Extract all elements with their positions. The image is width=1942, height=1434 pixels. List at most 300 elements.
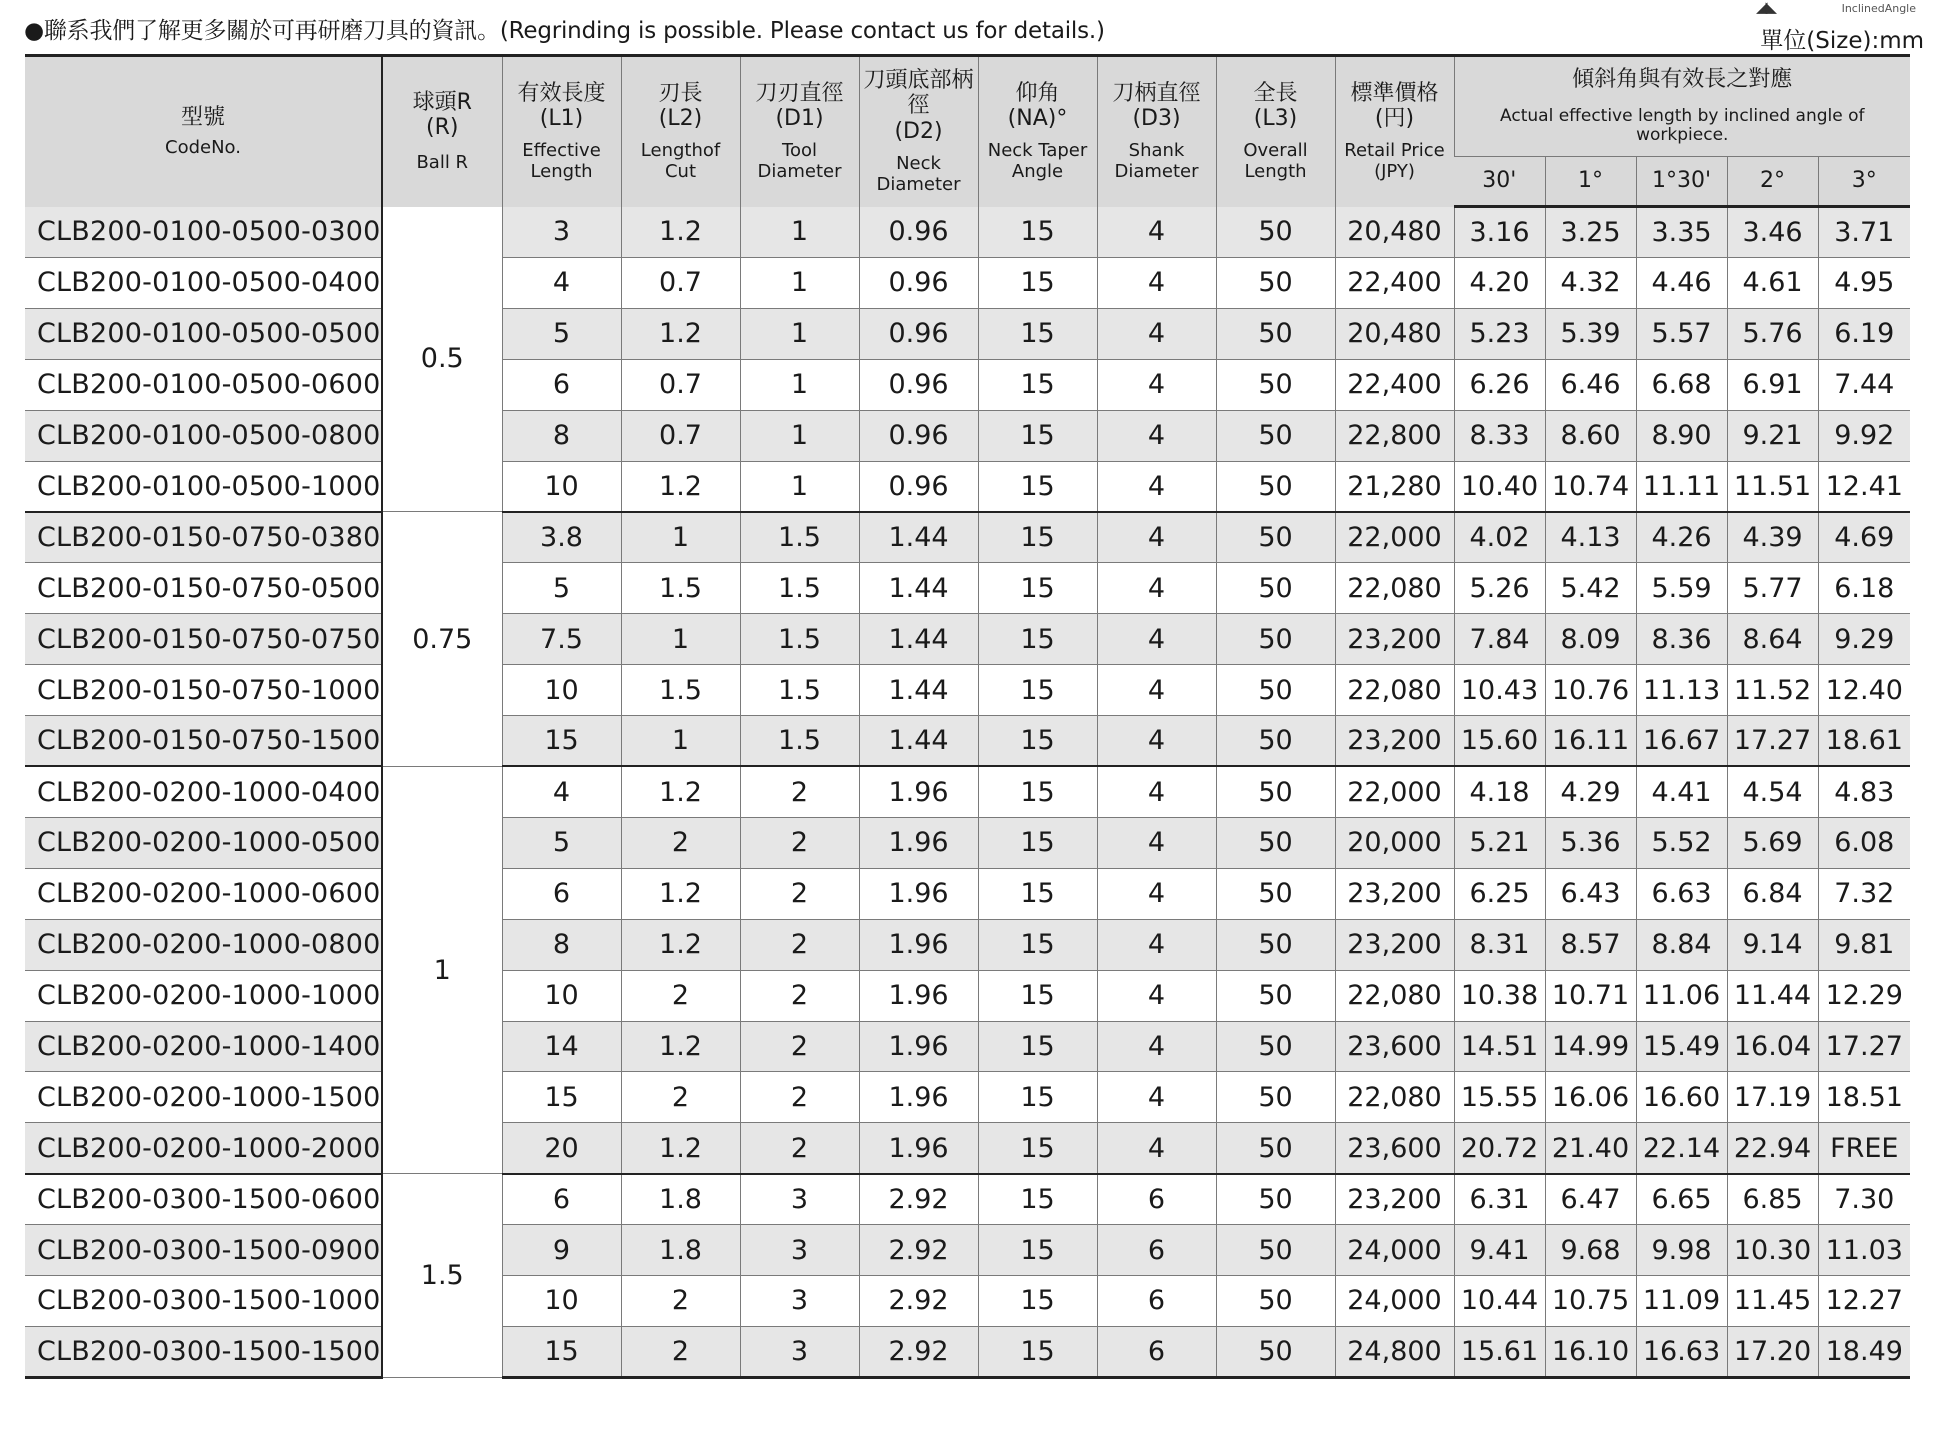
cell-angle-2deg: 5.76 (1727, 308, 1818, 359)
cell-angle-1deg: 10.71 (1545, 970, 1636, 1021)
cell-angle-3deg: 7.30 (1818, 1174, 1910, 1225)
cell-overall-length: 50 (1216, 512, 1335, 563)
cell-tool-diameter: 1.5 (740, 512, 859, 563)
cell-shank-diameter: 4 (1097, 461, 1216, 512)
table-row (25, 461, 1910, 512)
cell-angle-1deg30: 5.52 (1636, 817, 1727, 868)
cell-length-of-cut: 1.8 (621, 1174, 740, 1225)
cell-length-of-cut: 1.2 (621, 919, 740, 970)
cell-code-no: CLB200-0300-1500-1000 (25, 1276, 382, 1327)
cell-shank-diameter: 4 (1097, 868, 1216, 919)
cell-angle-30min: 7.84 (1454, 614, 1545, 665)
cell-retail-price: 22,400 (1335, 359, 1454, 410)
header-length-of-cut: 刃長 (L2) Lengthof Cut (621, 56, 740, 207)
cell-angle-3deg: 18.61 (1818, 716, 1910, 767)
cell-angle-30min: 10.40 (1454, 461, 1545, 512)
cell-overall-length: 50 (1216, 766, 1335, 817)
cell-code-no: CLB200-0100-0500-0800 (25, 410, 382, 461)
header-retail-price: 標準價格 (円) Retail Price (JPY) (1335, 56, 1454, 207)
cell-angle-1deg30: 15.49 (1636, 1021, 1727, 1072)
cell-angle-1deg30: 11.13 (1636, 665, 1727, 716)
cell-overall-length: 50 (1216, 563, 1335, 614)
cell-neck-diameter: 2.92 (859, 1225, 978, 1276)
regrinding-note: ●聯系我們了解更多關於可再研磨刀具的資訊。(Regrinding is possible. Please contact us for details.) (24, 18, 1105, 44)
cell-shank-diameter: 4 (1097, 410, 1216, 461)
cell-length-of-cut: 2 (621, 1326, 740, 1377)
cell-retail-price: 24,000 (1335, 1276, 1454, 1327)
cell-angle-1deg: 4.13 (1545, 512, 1636, 563)
cell-effective-length: 8 (502, 410, 621, 461)
header-neck-diameter: 刀頭底部柄徑 (D2) Neck Diameter (859, 56, 978, 207)
table-row (25, 207, 1910, 258)
table-row (25, 919, 1910, 970)
cell-shank-diameter: 4 (1097, 1072, 1216, 1123)
cell-angle-1deg30: 5.59 (1636, 563, 1727, 614)
cell-overall-length: 50 (1216, 207, 1335, 258)
cell-effective-length: 10 (502, 970, 621, 1021)
cell-angle-30min: 20.72 (1454, 1123, 1545, 1174)
cell-tool-diameter: 2 (740, 1021, 859, 1072)
cell-angle-1deg30: 6.63 (1636, 868, 1727, 919)
cell-effective-length: 6 (502, 1174, 621, 1225)
cell-overall-length: 50 (1216, 970, 1335, 1021)
header-effective-length: 有效長度 (L1) Effective Length (502, 56, 621, 207)
cell-tool-diameter: 2 (740, 868, 859, 919)
cell-length-of-cut: 1.2 (621, 766, 740, 817)
cell-angle-30min: 15.55 (1454, 1072, 1545, 1123)
cell-angle-1deg: 16.06 (1545, 1072, 1636, 1123)
cell-angle-30min: 4.18 (1454, 766, 1545, 817)
cell-neck-diameter: 1.96 (859, 817, 978, 868)
cell-effective-length: 6 (502, 359, 621, 410)
cell-length-of-cut: 1.2 (621, 1123, 740, 1174)
cell-length-of-cut: 1.2 (621, 461, 740, 512)
cell-angle-3deg: 11.03 (1818, 1225, 1910, 1276)
cell-angle-30min: 4.02 (1454, 512, 1545, 563)
table-row (25, 308, 1910, 359)
cell-retail-price: 22,080 (1335, 970, 1454, 1021)
cell-angle-2deg: 22.94 (1727, 1123, 1818, 1174)
table-header (25, 56, 1910, 207)
cell-angle-1deg30: 8.84 (1636, 919, 1727, 970)
cell-effective-length: 3 (502, 207, 621, 258)
cell-length-of-cut: 2 (621, 970, 740, 1021)
cell-ball-r: 0.5 (382, 207, 502, 512)
cell-angle-2deg: 6.84 (1727, 868, 1818, 919)
cell-retail-price: 23,600 (1335, 1021, 1454, 1072)
cell-angle-2deg: 5.69 (1727, 817, 1818, 868)
cell-shank-diameter: 4 (1097, 766, 1216, 817)
cell-angle-1deg: 8.57 (1545, 919, 1636, 970)
table-row (25, 1326, 1910, 1377)
cell-effective-length: 8 (502, 919, 621, 970)
cell-angle-1deg30: 11.06 (1636, 970, 1727, 1021)
cell-shank-diameter: 4 (1097, 919, 1216, 970)
cell-angle-2deg: 11.52 (1727, 665, 1818, 716)
cell-ball-r: 0.75 (382, 512, 502, 767)
table-row (25, 257, 1910, 308)
inclined-angle-label: InclinedAngle (1841, 2, 1916, 15)
cell-retail-price: 24,000 (1335, 1225, 1454, 1276)
cell-angle-1deg30: 22.14 (1636, 1123, 1727, 1174)
cell-tool-diameter: 1 (740, 207, 859, 258)
header-angle-1deg30: 1°30' (1636, 157, 1727, 207)
cell-angle-1deg: 9.68 (1545, 1225, 1636, 1276)
cell-shank-diameter: 4 (1097, 1021, 1216, 1072)
header-angle-2deg: 2° (1727, 157, 1818, 207)
cell-code-no: CLB200-0200-1000-0600 (25, 868, 382, 919)
cell-length-of-cut: 1.2 (621, 1021, 740, 1072)
cell-neck-taper-angle: 15 (978, 1174, 1097, 1225)
cell-angle-1deg30: 4.26 (1636, 512, 1727, 563)
cell-retail-price: 21,280 (1335, 461, 1454, 512)
cell-overall-length: 50 (1216, 817, 1335, 868)
cell-neck-diameter: 2.92 (859, 1326, 978, 1377)
cell-retail-price: 22,400 (1335, 257, 1454, 308)
cell-angle-1deg: 16.10 (1545, 1326, 1636, 1377)
cell-code-no: CLB200-0150-0750-1500 (25, 716, 382, 767)
cell-shank-diameter: 6 (1097, 1225, 1216, 1276)
table-row (25, 1276, 1910, 1327)
table-row (25, 665, 1910, 716)
cell-retail-price: 22,080 (1335, 665, 1454, 716)
cell-ball-r: 1.5 (382, 1174, 502, 1378)
cell-neck-diameter: 1.96 (859, 1021, 978, 1072)
cell-angle-1deg30: 4.41 (1636, 766, 1727, 817)
cell-angle-2deg: 16.04 (1727, 1021, 1818, 1072)
cell-retail-price: 22,080 (1335, 1072, 1454, 1123)
cell-neck-taper-angle: 15 (978, 1276, 1097, 1327)
cell-code-no: CLB200-0300-1500-0600 (25, 1174, 382, 1225)
table-row (25, 410, 1910, 461)
cell-angle-1deg: 8.09 (1545, 614, 1636, 665)
cell-angle-2deg: 6.91 (1727, 359, 1818, 410)
cell-angle-1deg: 4.29 (1545, 766, 1636, 817)
cell-neck-taper-angle: 15 (978, 868, 1097, 919)
cell-retail-price: 22,800 (1335, 410, 1454, 461)
cell-angle-1deg30: 6.68 (1636, 359, 1727, 410)
cell-angle-2deg: 5.77 (1727, 563, 1818, 614)
cell-angle-3deg: 9.92 (1818, 410, 1910, 461)
cell-neck-diameter: 0.96 (859, 461, 978, 512)
cell-angle-1deg: 10.75 (1545, 1276, 1636, 1327)
cell-angle-30min: 8.31 (1454, 919, 1545, 970)
cell-angle-30min: 15.60 (1454, 716, 1545, 767)
cell-code-no: CLB200-0200-1000-0800 (25, 919, 382, 970)
cell-effective-length: 5 (502, 817, 621, 868)
cell-shank-diameter: 4 (1097, 257, 1216, 308)
cell-angle-1deg: 16.11 (1545, 716, 1636, 767)
cell-tool-diameter: 1 (740, 410, 859, 461)
cell-neck-diameter: 0.96 (859, 207, 978, 258)
cell-angle-30min: 10.38 (1454, 970, 1545, 1021)
cell-overall-length: 50 (1216, 461, 1335, 512)
spec-table (25, 54, 1910, 1379)
cell-tool-diameter: 2 (740, 919, 859, 970)
cell-angle-3deg: 4.69 (1818, 512, 1910, 563)
cell-retail-price: 20,480 (1335, 308, 1454, 359)
header-shank-diameter: 刀柄直徑 (D3) Shank Diameter (1097, 56, 1216, 207)
cell-shank-diameter: 6 (1097, 1174, 1216, 1225)
cell-angle-1deg30: 8.36 (1636, 614, 1727, 665)
cell-ball-r: 1 (382, 766, 502, 1173)
cell-neck-diameter: 2.92 (859, 1276, 978, 1327)
table-row (25, 766, 1910, 817)
cell-angle-1deg: 4.32 (1545, 257, 1636, 308)
table-row (25, 1225, 1910, 1276)
cell-angle-3deg: 17.27 (1818, 1021, 1910, 1072)
cell-overall-length: 50 (1216, 308, 1335, 359)
cell-length-of-cut: 1.2 (621, 868, 740, 919)
cell-angle-1deg30: 16.60 (1636, 1072, 1727, 1123)
cell-angle-3deg: 6.19 (1818, 308, 1910, 359)
cell-angle-3deg: 18.49 (1818, 1326, 1910, 1377)
cell-neck-taper-angle: 15 (978, 919, 1097, 970)
cell-angle-3deg: 4.95 (1818, 257, 1910, 308)
cell-neck-taper-angle: 15 (978, 665, 1097, 716)
cell-overall-length: 50 (1216, 410, 1335, 461)
cell-tool-diameter: 1.5 (740, 716, 859, 767)
cell-effective-length: 5 (502, 308, 621, 359)
cell-angle-3deg: 6.18 (1818, 563, 1910, 614)
cell-overall-length: 50 (1216, 1072, 1335, 1123)
cell-overall-length: 50 (1216, 665, 1335, 716)
cell-shank-diameter: 4 (1097, 563, 1216, 614)
cell-effective-length: 3.8 (502, 512, 621, 563)
cell-effective-length: 5 (502, 563, 621, 614)
table-row (25, 512, 1910, 563)
cell-neck-diameter: 1.44 (859, 716, 978, 767)
cell-code-no: CLB200-0200-1000-2000 (25, 1123, 382, 1174)
cell-tool-diameter: 1 (740, 257, 859, 308)
cell-retail-price: 23,200 (1335, 919, 1454, 970)
header-inclined-angle-group: 傾斜角與有效長之對應 Actual effective length by inclined angle of workpiece. (1454, 56, 1910, 157)
cell-angle-30min: 15.61 (1454, 1326, 1545, 1377)
cell-angle-3deg: 7.32 (1818, 868, 1910, 919)
cell-neck-diameter: 0.96 (859, 308, 978, 359)
cell-angle-3deg: 6.08 (1818, 817, 1910, 868)
cell-angle-1deg: 5.39 (1545, 308, 1636, 359)
cell-shank-diameter: 4 (1097, 207, 1216, 258)
cell-neck-diameter: 2.92 (859, 1174, 978, 1225)
cell-code-no: CLB200-0100-0500-0300 (25, 207, 382, 258)
cell-angle-1deg30: 8.90 (1636, 410, 1727, 461)
cell-code-no: CLB200-0200-1000-1400 (25, 1021, 382, 1072)
cell-neck-taper-angle: 15 (978, 257, 1097, 308)
cell-length-of-cut: 0.7 (621, 359, 740, 410)
inclined-angle-icon: ◢◣ (1756, 0, 1776, 16)
cell-neck-taper-angle: 15 (978, 1123, 1097, 1174)
cell-angle-3deg: 12.29 (1818, 970, 1910, 1021)
header-angle-3deg: 3° (1818, 157, 1910, 207)
cell-neck-diameter: 1.96 (859, 868, 978, 919)
table-row (25, 716, 1910, 767)
cell-angle-30min: 4.20 (1454, 257, 1545, 308)
cell-neck-diameter: 1.44 (859, 665, 978, 716)
cell-angle-1deg30: 11.11 (1636, 461, 1727, 512)
cell-retail-price: 23,200 (1335, 1174, 1454, 1225)
cell-angle-3deg: 7.44 (1818, 359, 1910, 410)
cell-angle-3deg: 9.29 (1818, 614, 1910, 665)
table-row (25, 359, 1910, 410)
cell-angle-3deg: 12.41 (1818, 461, 1910, 512)
cell-angle-2deg: 4.39 (1727, 512, 1818, 563)
cell-tool-diameter: 2 (740, 817, 859, 868)
cell-neck-taper-angle: 15 (978, 512, 1097, 563)
cell-angle-2deg: 11.51 (1727, 461, 1818, 512)
cell-angle-2deg: 10.30 (1727, 1225, 1818, 1276)
cell-neck-taper-angle: 15 (978, 1225, 1097, 1276)
cell-angle-2deg: 11.44 (1727, 970, 1818, 1021)
cell-angle-1deg: 14.99 (1545, 1021, 1636, 1072)
cell-shank-diameter: 4 (1097, 308, 1216, 359)
cell-tool-diameter: 1 (740, 461, 859, 512)
cell-neck-diameter: 1.96 (859, 766, 978, 817)
cell-length-of-cut: 0.7 (621, 257, 740, 308)
cell-neck-taper-angle: 15 (978, 766, 1097, 817)
cell-shank-diameter: 4 (1097, 1123, 1216, 1174)
table-row (25, 970, 1910, 1021)
cell-shank-diameter: 4 (1097, 359, 1216, 410)
header-neck-taper-angle: 仰角 (NA)° Neck Taper Angle (978, 56, 1097, 207)
cell-length-of-cut: 1.2 (621, 308, 740, 359)
cell-angle-30min: 10.43 (1454, 665, 1545, 716)
cell-tool-diameter: 1.5 (740, 563, 859, 614)
cell-angle-3deg: FREE (1818, 1123, 1910, 1174)
cell-angle-2deg: 17.27 (1727, 716, 1818, 767)
cell-angle-30min: 10.44 (1454, 1276, 1545, 1327)
cell-neck-taper-angle: 15 (978, 970, 1097, 1021)
cell-tool-diameter: 2 (740, 970, 859, 1021)
cell-length-of-cut: 2 (621, 1276, 740, 1327)
cell-angle-1deg30: 16.67 (1636, 716, 1727, 767)
cell-neck-diameter: 1.96 (859, 1072, 978, 1123)
cell-angle-2deg: 6.85 (1727, 1174, 1818, 1225)
table-row (25, 563, 1910, 614)
cell-retail-price: 24,800 (1335, 1326, 1454, 1377)
cell-length-of-cut: 2 (621, 817, 740, 868)
cell-angle-1deg: 8.60 (1545, 410, 1636, 461)
cell-angle-30min: 6.25 (1454, 868, 1545, 919)
cell-neck-taper-angle: 15 (978, 614, 1097, 665)
cell-neck-taper-angle: 15 (978, 1326, 1097, 1377)
cell-angle-2deg: 17.20 (1727, 1326, 1818, 1377)
cell-effective-length: 7.5 (502, 614, 621, 665)
table-row (25, 1123, 1910, 1174)
cell-angle-1deg: 6.47 (1545, 1174, 1636, 1225)
cell-length-of-cut: 1.5 (621, 665, 740, 716)
table-row (25, 614, 1910, 665)
cell-neck-diameter: 0.96 (859, 257, 978, 308)
cell-angle-30min: 14.51 (1454, 1021, 1545, 1072)
cell-length-of-cut: 1.8 (621, 1225, 740, 1276)
cell-neck-taper-angle: 15 (978, 207, 1097, 258)
cell-angle-3deg: 9.81 (1818, 919, 1910, 970)
cell-code-no: CLB200-0100-0500-0600 (25, 359, 382, 410)
table-row (25, 1072, 1910, 1123)
cell-code-no: CLB200-0150-0750-0750 (25, 614, 382, 665)
cell-tool-diameter: 3 (740, 1225, 859, 1276)
cell-code-no: CLB200-0150-0750-1000 (25, 665, 382, 716)
table-body (25, 207, 1910, 1378)
cell-tool-diameter: 1 (740, 308, 859, 359)
cell-effective-length: 14 (502, 1021, 621, 1072)
cell-neck-taper-angle: 15 (978, 308, 1097, 359)
cell-code-no: CLB200-0300-1500-0900 (25, 1225, 382, 1276)
cell-code-no: CLB200-0200-1000-1500 (25, 1072, 382, 1123)
cell-shank-diameter: 4 (1097, 512, 1216, 563)
cell-neck-taper-angle: 15 (978, 817, 1097, 868)
cell-angle-30min: 6.31 (1454, 1174, 1545, 1225)
cell-angle-30min: 5.23 (1454, 308, 1545, 359)
cell-angle-30min: 6.26 (1454, 359, 1545, 410)
cell-neck-taper-angle: 15 (978, 563, 1097, 614)
cell-code-no: CLB200-0100-0500-0400 (25, 257, 382, 308)
header-overall-length: 全長 (L3) Overall Length (1216, 56, 1335, 207)
cell-neck-diameter: 1.44 (859, 563, 978, 614)
cell-neck-taper-angle: 15 (978, 716, 1097, 767)
cell-code-no: CLB200-0150-0750-0380 (25, 512, 382, 563)
cell-angle-2deg: 9.21 (1727, 410, 1818, 461)
table-row (25, 817, 1910, 868)
cell-effective-length: 10 (502, 665, 621, 716)
cell-retail-price: 22,080 (1335, 563, 1454, 614)
cell-neck-diameter: 1.96 (859, 919, 978, 970)
cell-effective-length: 10 (502, 1276, 621, 1327)
cell-neck-taper-angle: 15 (978, 461, 1097, 512)
cell-tool-diameter: 1.5 (740, 614, 859, 665)
cell-code-no: CLB200-0200-1000-0500 (25, 817, 382, 868)
cell-neck-diameter: 1.44 (859, 614, 978, 665)
cell-tool-diameter: 1 (740, 359, 859, 410)
cell-angle-1deg: 10.74 (1545, 461, 1636, 512)
cell-overall-length: 50 (1216, 716, 1335, 767)
cell-effective-length: 9 (502, 1225, 621, 1276)
cell-tool-diameter: 3 (740, 1326, 859, 1377)
cell-angle-30min: 5.26 (1454, 563, 1545, 614)
table-row (25, 1021, 1910, 1072)
cell-tool-diameter: 3 (740, 1276, 859, 1327)
cell-retail-price: 22,000 (1335, 512, 1454, 563)
cell-angle-1deg30: 6.65 (1636, 1174, 1727, 1225)
cell-code-no: CLB200-0300-1500-1500 (25, 1326, 382, 1377)
cell-overall-length: 50 (1216, 359, 1335, 410)
cell-effective-length: 15 (502, 1072, 621, 1123)
cell-angle-2deg: 9.14 (1727, 919, 1818, 970)
cell-angle-30min: 5.21 (1454, 817, 1545, 868)
cell-angle-1deg30: 4.46 (1636, 257, 1727, 308)
cell-retail-price: 20,480 (1335, 207, 1454, 258)
cell-retail-price: 23,200 (1335, 868, 1454, 919)
cell-angle-1deg: 5.36 (1545, 817, 1636, 868)
cell-angle-3deg: 4.83 (1818, 766, 1910, 817)
cell-angle-3deg: 12.27 (1818, 1276, 1910, 1327)
cell-angle-1deg30: 11.09 (1636, 1276, 1727, 1327)
cell-tool-diameter: 1.5 (740, 665, 859, 716)
cell-angle-1deg: 10.76 (1545, 665, 1636, 716)
cell-angle-2deg: 4.61 (1727, 257, 1818, 308)
cell-neck-taper-angle: 15 (978, 359, 1097, 410)
cell-shank-diameter: 4 (1097, 817, 1216, 868)
cell-length-of-cut: 1.5 (621, 563, 740, 614)
cell-length-of-cut: 1 (621, 512, 740, 563)
header-ball-r: 球頭R (R) Ball R (382, 56, 502, 207)
cell-angle-3deg: 12.40 (1818, 665, 1910, 716)
cell-retail-price: 23,200 (1335, 614, 1454, 665)
cell-code-no: CLB200-0100-0500-1000 (25, 461, 382, 512)
cell-shank-diameter: 6 (1097, 1326, 1216, 1377)
inclined-angle-legend (1756, 0, 1916, 18)
